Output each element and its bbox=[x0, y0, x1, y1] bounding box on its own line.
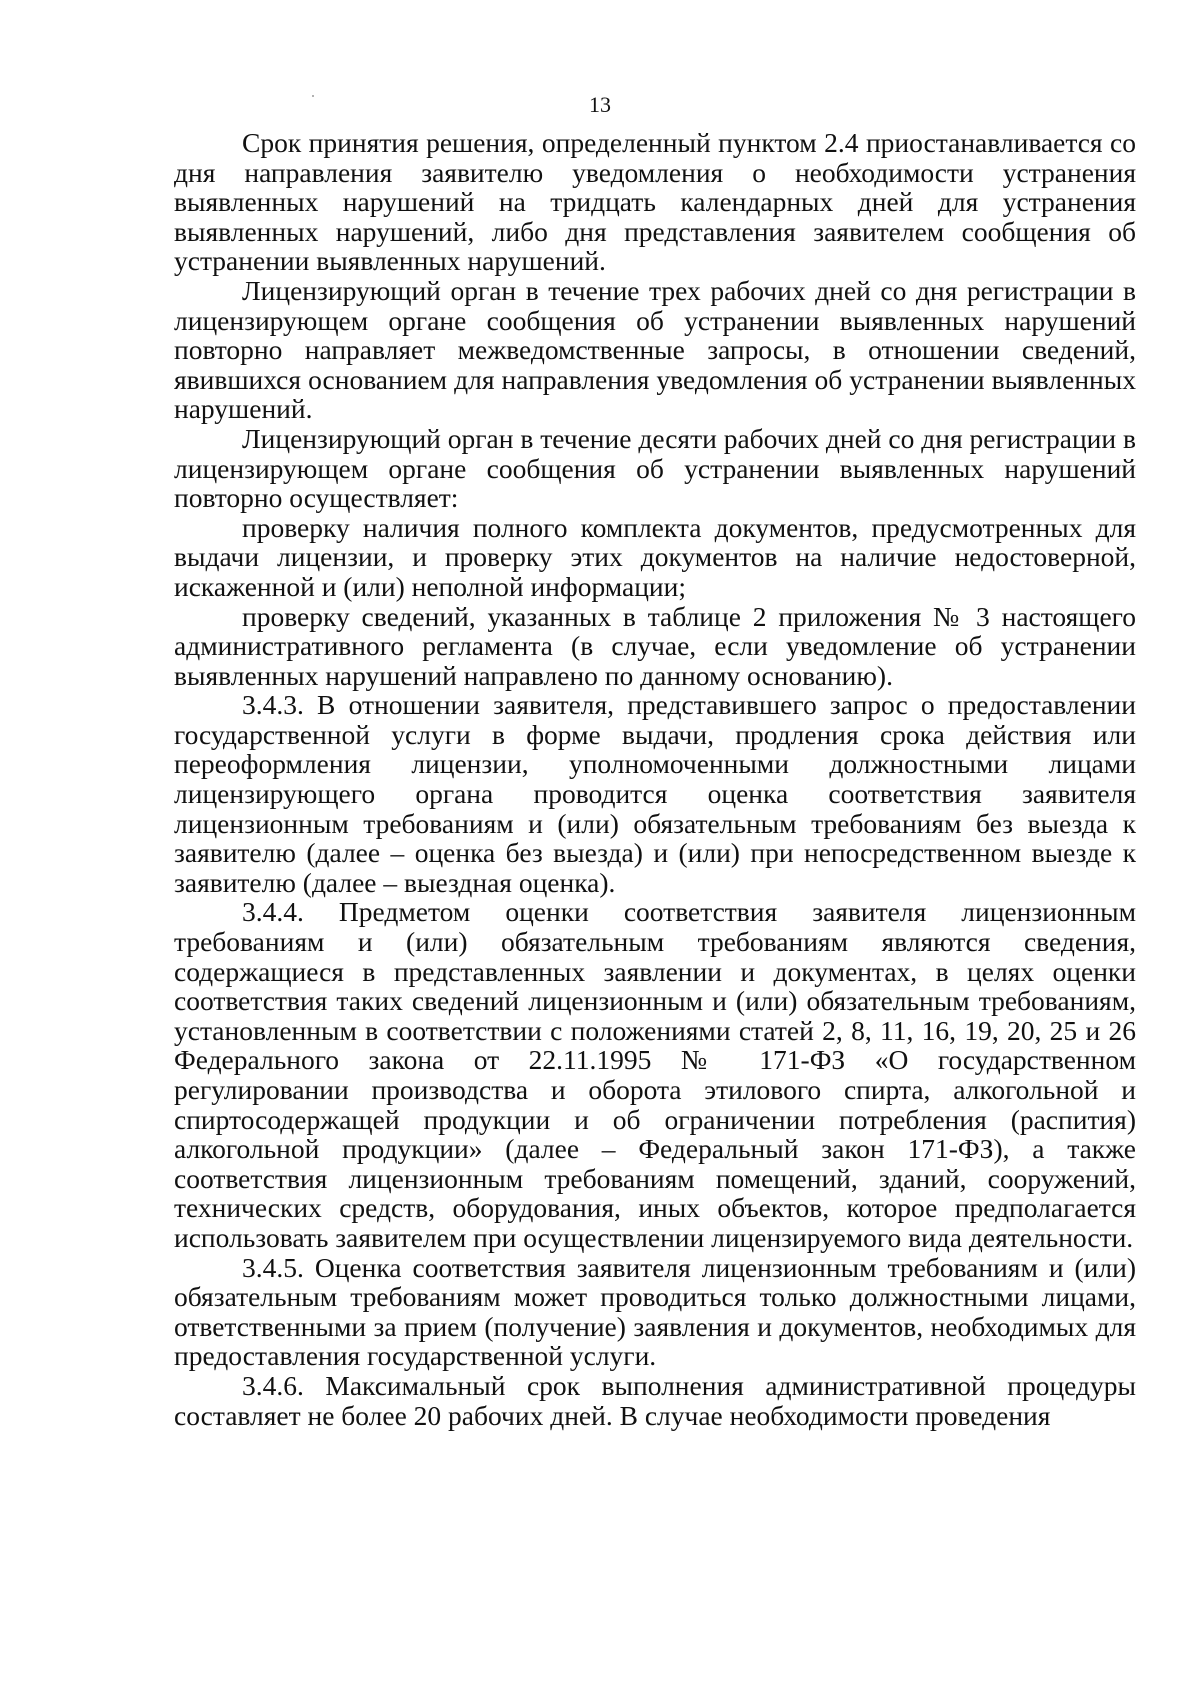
paragraph-repeat-requests: Лицензирующий орган в течение трех рабочих дней со дня регистрации в лицензирующем органе сообщения об устранении выявленных нарушений повторно направляет межведомственные запросы, в отношении сведений, явившихся основанием для направления уведомления об устранении выявленных нарушений. bbox=[174, 274, 1136, 425]
paragraph-3-4-5: 3.4.5. Оценка соответствия заявителя лицензионным требованиям и (или) обязательным требованиям может проводиться только должностными лицами, ответственными за прием (получение) заявления и документов, необходимых для предоставления государственной услуги. bbox=[174, 1251, 1136, 1372]
document-body bbox=[174, 128, 1136, 1430]
paragraph-check-documents: проверку наличия полного комплекта документов, предусмотренных для выдачи лицензии, и проверку этих документов на наличие недостоверной, искаженной и (или) неполной информации; bbox=[174, 511, 1136, 602]
paragraph-check-table-2: проверку сведений, указанных в таблице 2 приложения № 3 настоящего административного регламента (в случае, если уведомление об устранении выявленных нарушений направлено по данному основанию). bbox=[174, 600, 1136, 691]
paragraph-3-4-6: 3.4.6. Максимальный срок выполнения административной процедуры составляет не более 20 рабочих дней. В случае необходимости проведения bbox=[174, 1369, 1136, 1431]
paragraph-3-4-4: 3.4.4. Предметом оценки соответствия заявителя лицензионным требованиям и (или) обязательным требованиям являются сведения, содержащиеся в представленных заявлении и документах, в целях оценки соответствия таких сведений лицензионным и (или) обязательным требованиям, установленным в соответствии с положениями статей 2, 8, 11, 16, 19, 20, 25 и 26 Федерального закона от 22.11.1995 № 171-ФЗ «О государственном регулировании производства и оборота этилового спирта, алкогольной и спиртосодержащей продукции и об ограничении потребления (распития) алкогольной продукции» (далее – Федеральный закон 171-ФЗ), а также соответствия лицензионным требованиям помещений, зданий, сооружений, технических средств, оборудования, иных объектов, которое предполагается использовать заявителем при осуществлении лицензируемого вида деятельности. bbox=[174, 896, 1136, 1253]
paragraph-3-4-3: 3.4.3. В отношении заявителя, представившего запрос о предоставлении государственной услуги в форме выдачи, продления срока действия или переоформления лицензии, уполномоченными должностными лицами лицензирующего органа проводится оценка соответствия заявителя лицензионным требованиям и (или) обязательным требованиям без выезда к заявителю (далее – оценка без выезда) и (или) при непосредственном выезде к заявителю (далее – выездная оценка). bbox=[174, 689, 1136, 898]
paragraph-repeat-checks: Лицензирующий орган в течение десяти рабочих дней со дня регистрации в лицензирующем органе сообщения об устранении выявленных нарушений повторно осуществляет: bbox=[174, 422, 1136, 514]
paragraph-suspension-term: Срок принятия решения, определенный пунктом 2.4 приостанавливается со дня направления заявителю уведомления о необходимости устранения выявленных нарушений на тридцать календарных дней для устранения выявленных нарушений, либо дня представления заявителем сообщения об устранении выявленных нарушений. bbox=[174, 127, 1136, 277]
page-number: 13 bbox=[589, 92, 611, 117]
